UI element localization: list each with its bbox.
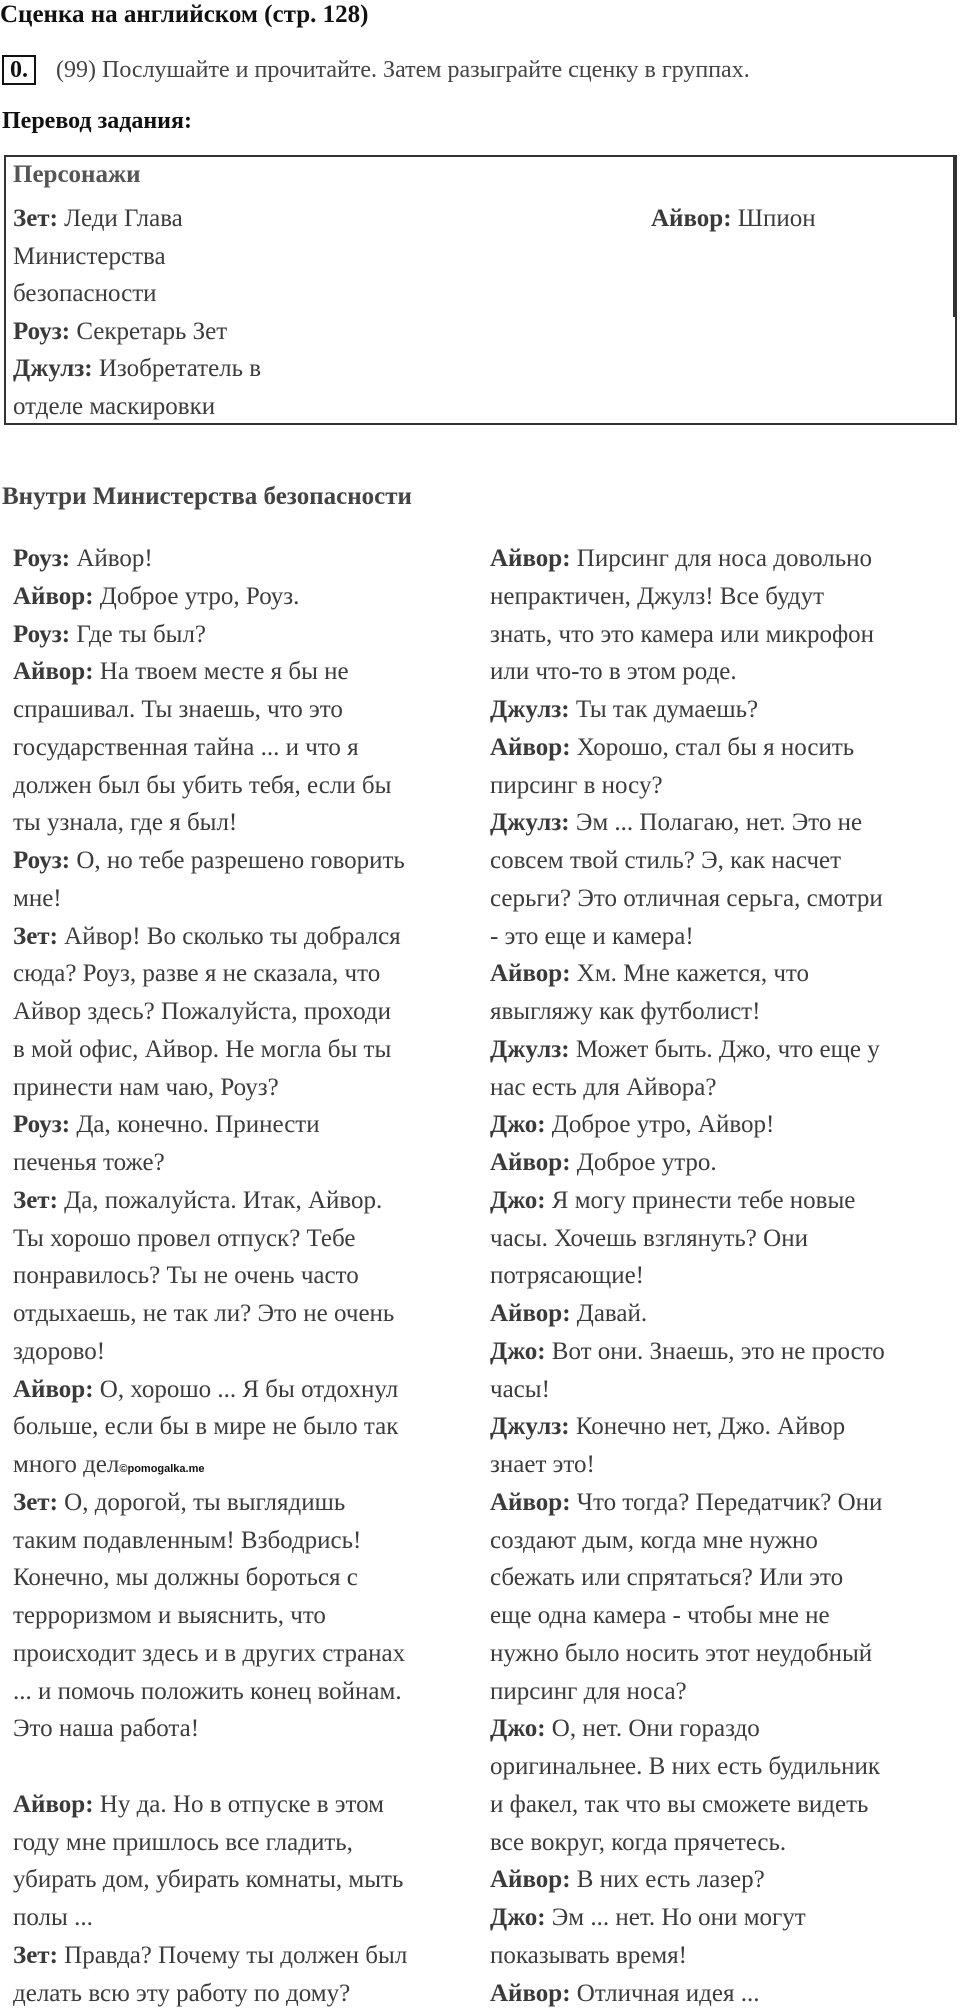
dialogue-line <box>651 200 816 237</box>
dialogue-line <box>13 1446 205 1488</box>
dialogue-line <box>13 1597 326 1634</box>
speaker-name: Джо: <box>490 1186 546 1214</box>
dialogue-line <box>13 200 183 237</box>
speaker-name: Джо: <box>490 1715 546 1743</box>
speaker-name: Джулз: <box>490 1035 570 1063</box>
line-text: безопасности <box>13 280 157 307</box>
dialogue-line <box>13 1182 382 1219</box>
speaker-name: Айвор: <box>13 582 94 610</box>
dialogue-line <box>13 1408 398 1445</box>
dialogue-line <box>13 1635 405 1672</box>
dialogue-line <box>490 653 737 690</box>
dialogue-line <box>490 880 883 917</box>
line-text: Хорошо, стал бы я носить <box>570 733 855 761</box>
line-text: Отличная идея ... <box>570 1979 760 2007</box>
dialogue-line <box>490 1899 806 1936</box>
page-title: Сценка на английском (стр. 128) <box>0 1 369 28</box>
line-text: Айвор! <box>70 545 153 572</box>
line-text: Эм ... нет. Но они могут <box>545 1904 806 1931</box>
line-text: показывать время! <box>490 1941 687 1969</box>
line-text: году мне пришлось все гладить, <box>13 1828 353 1856</box>
dialogue-line <box>13 350 261 387</box>
dialogue-line <box>13 238 166 275</box>
line-text: Конечно, мы должны бороться с <box>13 1564 358 1592</box>
line-text: О, нет. Они гораздо <box>545 1715 760 1743</box>
line-text: часы! <box>490 1375 550 1403</box>
line-text: государственная тайна ... и что я <box>13 733 359 761</box>
line-text: и факел, так что вы сможете видеть <box>490 1790 869 1818</box>
line-text: Министерства <box>13 242 166 270</box>
dialogue-line <box>490 1824 786 1861</box>
dialogue-line <box>490 1408 845 1445</box>
line-text: Правда? Почему ты должен был <box>57 1941 408 1969</box>
speaker-name: Роуз: <box>13 620 71 648</box>
watermark: ©pomogalka.me <box>119 1463 205 1475</box>
dialogue-line <box>13 1673 402 1710</box>
dialogue-line <box>13 1333 105 1370</box>
dialogue-line <box>490 1559 843 1596</box>
line-text: Эм ... Полагаю, нет. Это не <box>569 809 863 837</box>
line-text: Ты хорошо провел отпуск? Тебе <box>13 1224 356 1252</box>
line-text: На твоем месте я бы не <box>93 658 349 686</box>
line-text: все вокруг, когда прячетесь. <box>490 1828 787 1856</box>
line-text: в мой офис, Айвор. Не могла бы ты <box>13 1035 392 1063</box>
line-text: Изобретатель в <box>92 355 262 382</box>
line-text: О, дорогой, ты выглядишь <box>57 1488 346 1516</box>
line-text: Айвор! Во сколько ты добрался <box>57 922 401 950</box>
dialogue-line <box>13 1824 353 1861</box>
characters-heading: Персонажи <box>13 161 141 188</box>
line-text: знает это! <box>490 1451 595 1478</box>
line-text: ... и помочь положить конец войнам. <box>13 1677 402 1705</box>
speaker-name: Джо: <box>490 1904 546 1931</box>
speaker-name: Джулз: <box>490 696 570 723</box>
line-text: принести нам чаю, Роуз? <box>13 1073 279 1101</box>
line-text: должен был бы убить тебя, если бы <box>13 771 392 799</box>
line-text: Конечно нет, Джо. Айвор <box>569 1413 846 1441</box>
line-text: спрашивал. Ты знаешь, что это <box>13 696 343 723</box>
dialogue-line <box>490 1106 774 1143</box>
dialogue-line <box>13 540 153 577</box>
line-text: происходит здесь и в других странах <box>13 1639 406 1667</box>
speaker-name: Джо: <box>490 1111 546 1139</box>
line-text: Доброе утро, Роуз. <box>93 582 300 610</box>
dialogue-line <box>13 880 62 917</box>
line-text: терроризмом и выяснить, что <box>13 1602 326 1629</box>
speaker-name: Айвор: <box>651 205 732 232</box>
dialogue-line <box>13 313 227 350</box>
dialogue-line <box>490 1975 759 2012</box>
line-text: совсем твой стиль? Э, как насчет <box>490 847 842 874</box>
speaker-name: Айвор: <box>13 1790 94 1818</box>
line-text: Пирсинг для носа довольно <box>570 545 873 572</box>
dialogue-line <box>490 1710 760 1747</box>
speaker-name: Роуз: <box>13 317 71 345</box>
dialogue-line <box>490 1635 872 1672</box>
dialogue-line <box>13 691 343 728</box>
dialogue-line <box>13 616 206 653</box>
speaker-name: Айвор: <box>13 658 94 686</box>
line-text: сюда? Роуз, разве я не сказала, что <box>13 960 381 988</box>
dialogue-line <box>490 1295 647 1332</box>
speaker-name: Айвор: <box>490 960 571 988</box>
dialogue-line <box>490 804 862 841</box>
speaker-name: Айвор: <box>490 1979 571 2007</box>
task-line <box>2 55 750 85</box>
dialogue-line <box>490 993 760 1030</box>
dialogue-line <box>13 1522 361 1559</box>
dialogue-line <box>13 804 237 841</box>
task-number: 0. <box>2 55 36 85</box>
speaker-name: Зет: <box>13 1488 58 1516</box>
line-text: О, но тебе разрешено говорить <box>70 847 405 874</box>
dialogue-line <box>13 1031 391 1068</box>
line-text: потрясающие! <box>490 1262 645 1290</box>
line-text: делать всю эту работу по дому? <box>13 1979 351 2007</box>
line-text: ты узнала, где я был! <box>13 809 238 837</box>
line-text: Может быть. Джо, что еще у <box>569 1035 880 1063</box>
dialogue-line <box>13 955 380 992</box>
speaker-name: Зет: <box>13 205 58 232</box>
line-text: нужно было носить этот неудобный <box>490 1639 873 1667</box>
dialogue-line <box>13 1295 394 1332</box>
dialogue-line <box>13 653 349 690</box>
line-text: Что тогда? Передатчик? Они <box>570 1488 883 1516</box>
dialogue-line <box>13 842 405 879</box>
speaker-name: Айвор: <box>490 733 571 761</box>
dialogue-line <box>490 1522 818 1559</box>
line-text: Леди Глава <box>57 205 183 232</box>
dialogue-line <box>490 842 841 879</box>
line-text: Ну да. Но в отпуске в этом <box>93 1790 384 1818</box>
line-text: пирсинг в носу? <box>490 771 663 799</box>
dialogue-line <box>490 1333 885 1370</box>
line-text: непрактичен, Джулз! Все будут <box>490 582 825 610</box>
speaker-name: Джулз: <box>490 809 570 837</box>
speaker-name: Айвор: <box>490 1300 571 1327</box>
line-text: Да, пожалуйста. Итак, Айвор. <box>57 1186 383 1214</box>
line-text: - это еще и камера! <box>490 922 694 950</box>
speaker-name: Джулз: <box>13 355 93 382</box>
dialogue-line <box>13 1937 407 1974</box>
line-text: Шпион <box>731 205 816 232</box>
speaker-name: Айвор: <box>490 1866 571 1894</box>
dialogue-line <box>490 616 874 653</box>
dialogue-line <box>13 1144 165 1181</box>
line-text: Вот они. Знаешь, это не просто <box>545 1337 885 1365</box>
dialogue-line <box>13 1106 320 1143</box>
dialogue-line <box>490 955 809 992</box>
dialogue-line <box>490 1786 868 1823</box>
dialogue-line <box>13 1559 358 1596</box>
dialogue-line <box>490 1371 550 1408</box>
dialogue-line <box>490 691 758 728</box>
line-text: нас есть для Айвора? <box>490 1073 717 1101</box>
line-text: Ты так думаешь? <box>569 696 759 723</box>
line-text: Доброе утро, Айвор! <box>545 1111 775 1139</box>
line-text: сбежать или спрятаться? Или это <box>490 1564 844 1592</box>
dialogue-line <box>490 1673 687 1710</box>
dialogue-line <box>490 1937 687 1974</box>
speaker-name: Айвор: <box>490 1149 571 1176</box>
line-text: Я могу принести тебе новые <box>545 1186 856 1214</box>
dialogue-line <box>490 767 663 804</box>
line-text: Хм. Мне кажется, что <box>570 960 810 988</box>
dialogue-line <box>490 1257 644 1294</box>
speaker-name: Роуз: <box>13 847 71 874</box>
dialogue-line <box>13 1899 93 1936</box>
line-text: создают дым, когда мне нужно <box>490 1526 818 1554</box>
dialogue-line <box>13 1371 398 1408</box>
line-text: здорово! <box>13 1337 106 1365</box>
line-text: много дел <box>13 1451 120 1478</box>
line-text: О, хорошо ... Я бы отдохнул <box>93 1375 399 1403</box>
scene-title: Внутри Министерства безопасности <box>2 483 412 510</box>
speaker-name: Зет: <box>13 1941 58 1969</box>
dialogue-line <box>13 1069 279 1106</box>
speaker-name: Роуз: <box>13 545 71 572</box>
line-text: Секретарь Зет <box>70 317 228 345</box>
line-text: оригинальнее. В них есть будильник <box>490 1753 881 1780</box>
speaker-name: Айвор: <box>490 545 571 572</box>
dialogue-line <box>13 729 359 766</box>
line-text: полы ... <box>13 1904 93 1931</box>
dialogue-line <box>490 1484 882 1521</box>
speaker-name: Зет: <box>13 922 58 950</box>
line-text: явыгляжу как футболист! <box>490 998 761 1025</box>
dialogue-line <box>490 729 854 766</box>
line-text: больше, если бы в мире не было так <box>13 1413 399 1441</box>
dialogue-line <box>13 578 299 615</box>
dialogue-line <box>490 1220 808 1257</box>
dialogue-line <box>13 1257 359 1294</box>
line-text: пирсинг для носа? <box>490 1677 687 1705</box>
line-text: знать, что это камера или микрофон <box>490 620 875 648</box>
line-text: понравилось? Ты не очень часто <box>13 1262 359 1290</box>
characters-box-divider <box>953 157 955 317</box>
line-text: Давай. <box>570 1300 648 1327</box>
speaker-name: Айвор: <box>490 1488 571 1516</box>
dialogue-line <box>13 993 391 1030</box>
dialogue-line <box>13 1710 199 1747</box>
speaker-name: Зет: <box>13 1186 58 1214</box>
line-text: таким подавленным! Взбодрись! <box>13 1526 362 1554</box>
dialogue-line <box>13 918 401 955</box>
speaker-name: Айвор: <box>13 1375 94 1403</box>
line-text: печенья тоже? <box>13 1149 165 1176</box>
line-text: мне! <box>13 884 62 912</box>
dialogue-line <box>490 918 694 955</box>
line-text: еще одна камера - чтобы мне не <box>490 1602 830 1629</box>
speaker-name: Роуз: <box>13 1111 71 1139</box>
dialogue-line <box>490 578 824 615</box>
dialogue-line <box>13 1786 384 1823</box>
dialogue-line <box>490 1597 830 1634</box>
line-text: отделе маскировки <box>13 392 216 420</box>
line-text: Это наша работа! <box>13 1715 200 1743</box>
line-text: серьги? Это отличная серьга, смотри <box>490 884 883 912</box>
dialogue-line <box>490 1182 855 1219</box>
dialogue-line <box>490 540 872 577</box>
dialogue-line <box>13 1220 355 1257</box>
line-text: или что-то в этом роде. <box>490 658 737 686</box>
speaker-name: Джулз: <box>490 1413 570 1441</box>
dialogue-line <box>490 1069 716 1106</box>
line-text: Где ты был? <box>70 620 207 648</box>
speaker-name: Джо: <box>490 1337 546 1365</box>
line-text: Доброе утро. <box>570 1149 717 1176</box>
translation-label: Перевод задания: <box>2 108 192 134</box>
dialogue-line <box>13 1975 350 2012</box>
line-text: отдыхаешь, не так ли? Это не очень <box>13 1300 395 1327</box>
dialogue-line <box>490 1748 880 1785</box>
line-text: В них есть лазер? <box>570 1866 765 1894</box>
dialogue-line <box>490 1861 765 1898</box>
dialogue-line <box>490 1446 595 1483</box>
dialogue-line <box>490 1144 717 1181</box>
line-text: Айвор здесь? Пожалуйста, проходи <box>13 998 392 1025</box>
line-text: убирать дом, убирать комнаты, мыть <box>13 1866 404 1894</box>
dialogue-line <box>13 1861 403 1898</box>
dialogue-line <box>490 1031 880 1068</box>
dialogue-line <box>13 767 391 804</box>
task-text: (99) Послушайте и прочитайте. Затем разыграйте сценку в группах. <box>56 57 750 83</box>
line-text: Да, конечно. Принести <box>70 1111 320 1139</box>
dialogue-line <box>13 388 215 425</box>
line-text: часы. Хочешь взглянуть? Они <box>490 1224 808 1252</box>
dialogue-line <box>13 1484 345 1521</box>
dialogue-line <box>13 275 157 312</box>
